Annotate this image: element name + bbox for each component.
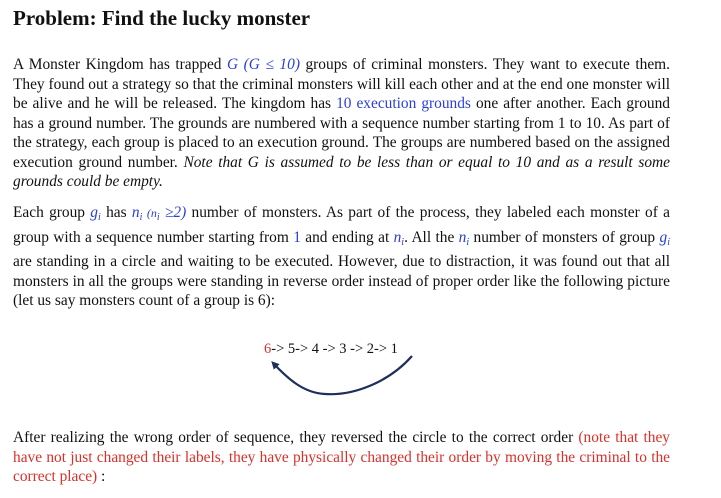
- groups-paragraph: [13, 203, 670, 311]
- intro-text-2: groups of criminal monsters. They want to execute them. They found out a strategy so that the criminal monsters will kill each other and at the end one monster will be alive and he will be released. The kingdom has: [13, 56, 670, 112]
- all-count-var: $n_i$: [458, 228, 470, 248]
- intro-text-3: one after another. Each ground has a ground number. The grounds are numbered with a sequence number starting from 1 to 10. As part of the strategy, each group is placed to an execution ground. The groups are numbered based on the assigned execution ground number.: [13, 95, 670, 171]
- intro-paragraph: [13, 55, 670, 192]
- reversal-note: (note that they have not just changed their labels, they have physically changed their order by moving the criminal to the correct place): [13, 429, 670, 485]
- start-number: 1: [293, 228, 301, 246]
- end-var: $n_i$: [393, 228, 405, 248]
- execution-grounds-link[interactable]: 10 execution grounds: [336, 95, 471, 112]
- count-condition: $(n_i \ge 2)$: [142, 204, 187, 223]
- wraparound-arrow-icon: [260, 346, 430, 406]
- groups-text-1: Each group: [13, 204, 91, 221]
- groups-text-4: and ending at: [300, 228, 394, 246]
- groups-text-5: . All the: [404, 228, 459, 246]
- sequence-rest: -> 5-> 4 -> 3 -> 2-> 1: [271, 341, 398, 357]
- groups-text-3: number of monsters. As part of the process, they labeled each monster of a group with a sequence number starting from: [13, 204, 670, 246]
- group-var: $g_i$: [90, 204, 101, 223]
- reversal-text-1: After realizing the wrong order of sequence, they reversed the circle to the correct order: [13, 429, 579, 446]
- reversal-paragraph: [13, 428, 670, 487]
- count-var: $n_i$: [131, 204, 143, 223]
- group-count-math: G (G ≤ 10): [227, 56, 300, 73]
- reversal-text-2: :: [97, 468, 106, 485]
- groups-text-6: number of monsters of group: [469, 228, 660, 246]
- sequence-first: 6: [264, 341, 272, 357]
- group-var-2: $g_i$: [659, 228, 670, 248]
- groups-text-7: are standing in a circle and waiting to be executed. However, due to distraction, it was found out that all monsters in all the groups were standing in reverse order instead of proper order like the following picture (let us say monsters count of a group is 6):: [13, 253, 670, 309]
- intro-note: Note that G is assumed to be less than or equal to 10 and as a result some grounds could be empty.: [13, 153, 670, 190]
- problem-title: Problem: Find the lucky monster: [13, 6, 311, 30]
- intro-text-1: A Monster Kingdom has trapped: [13, 56, 228, 73]
- groups-text-2: has: [100, 204, 132, 221]
